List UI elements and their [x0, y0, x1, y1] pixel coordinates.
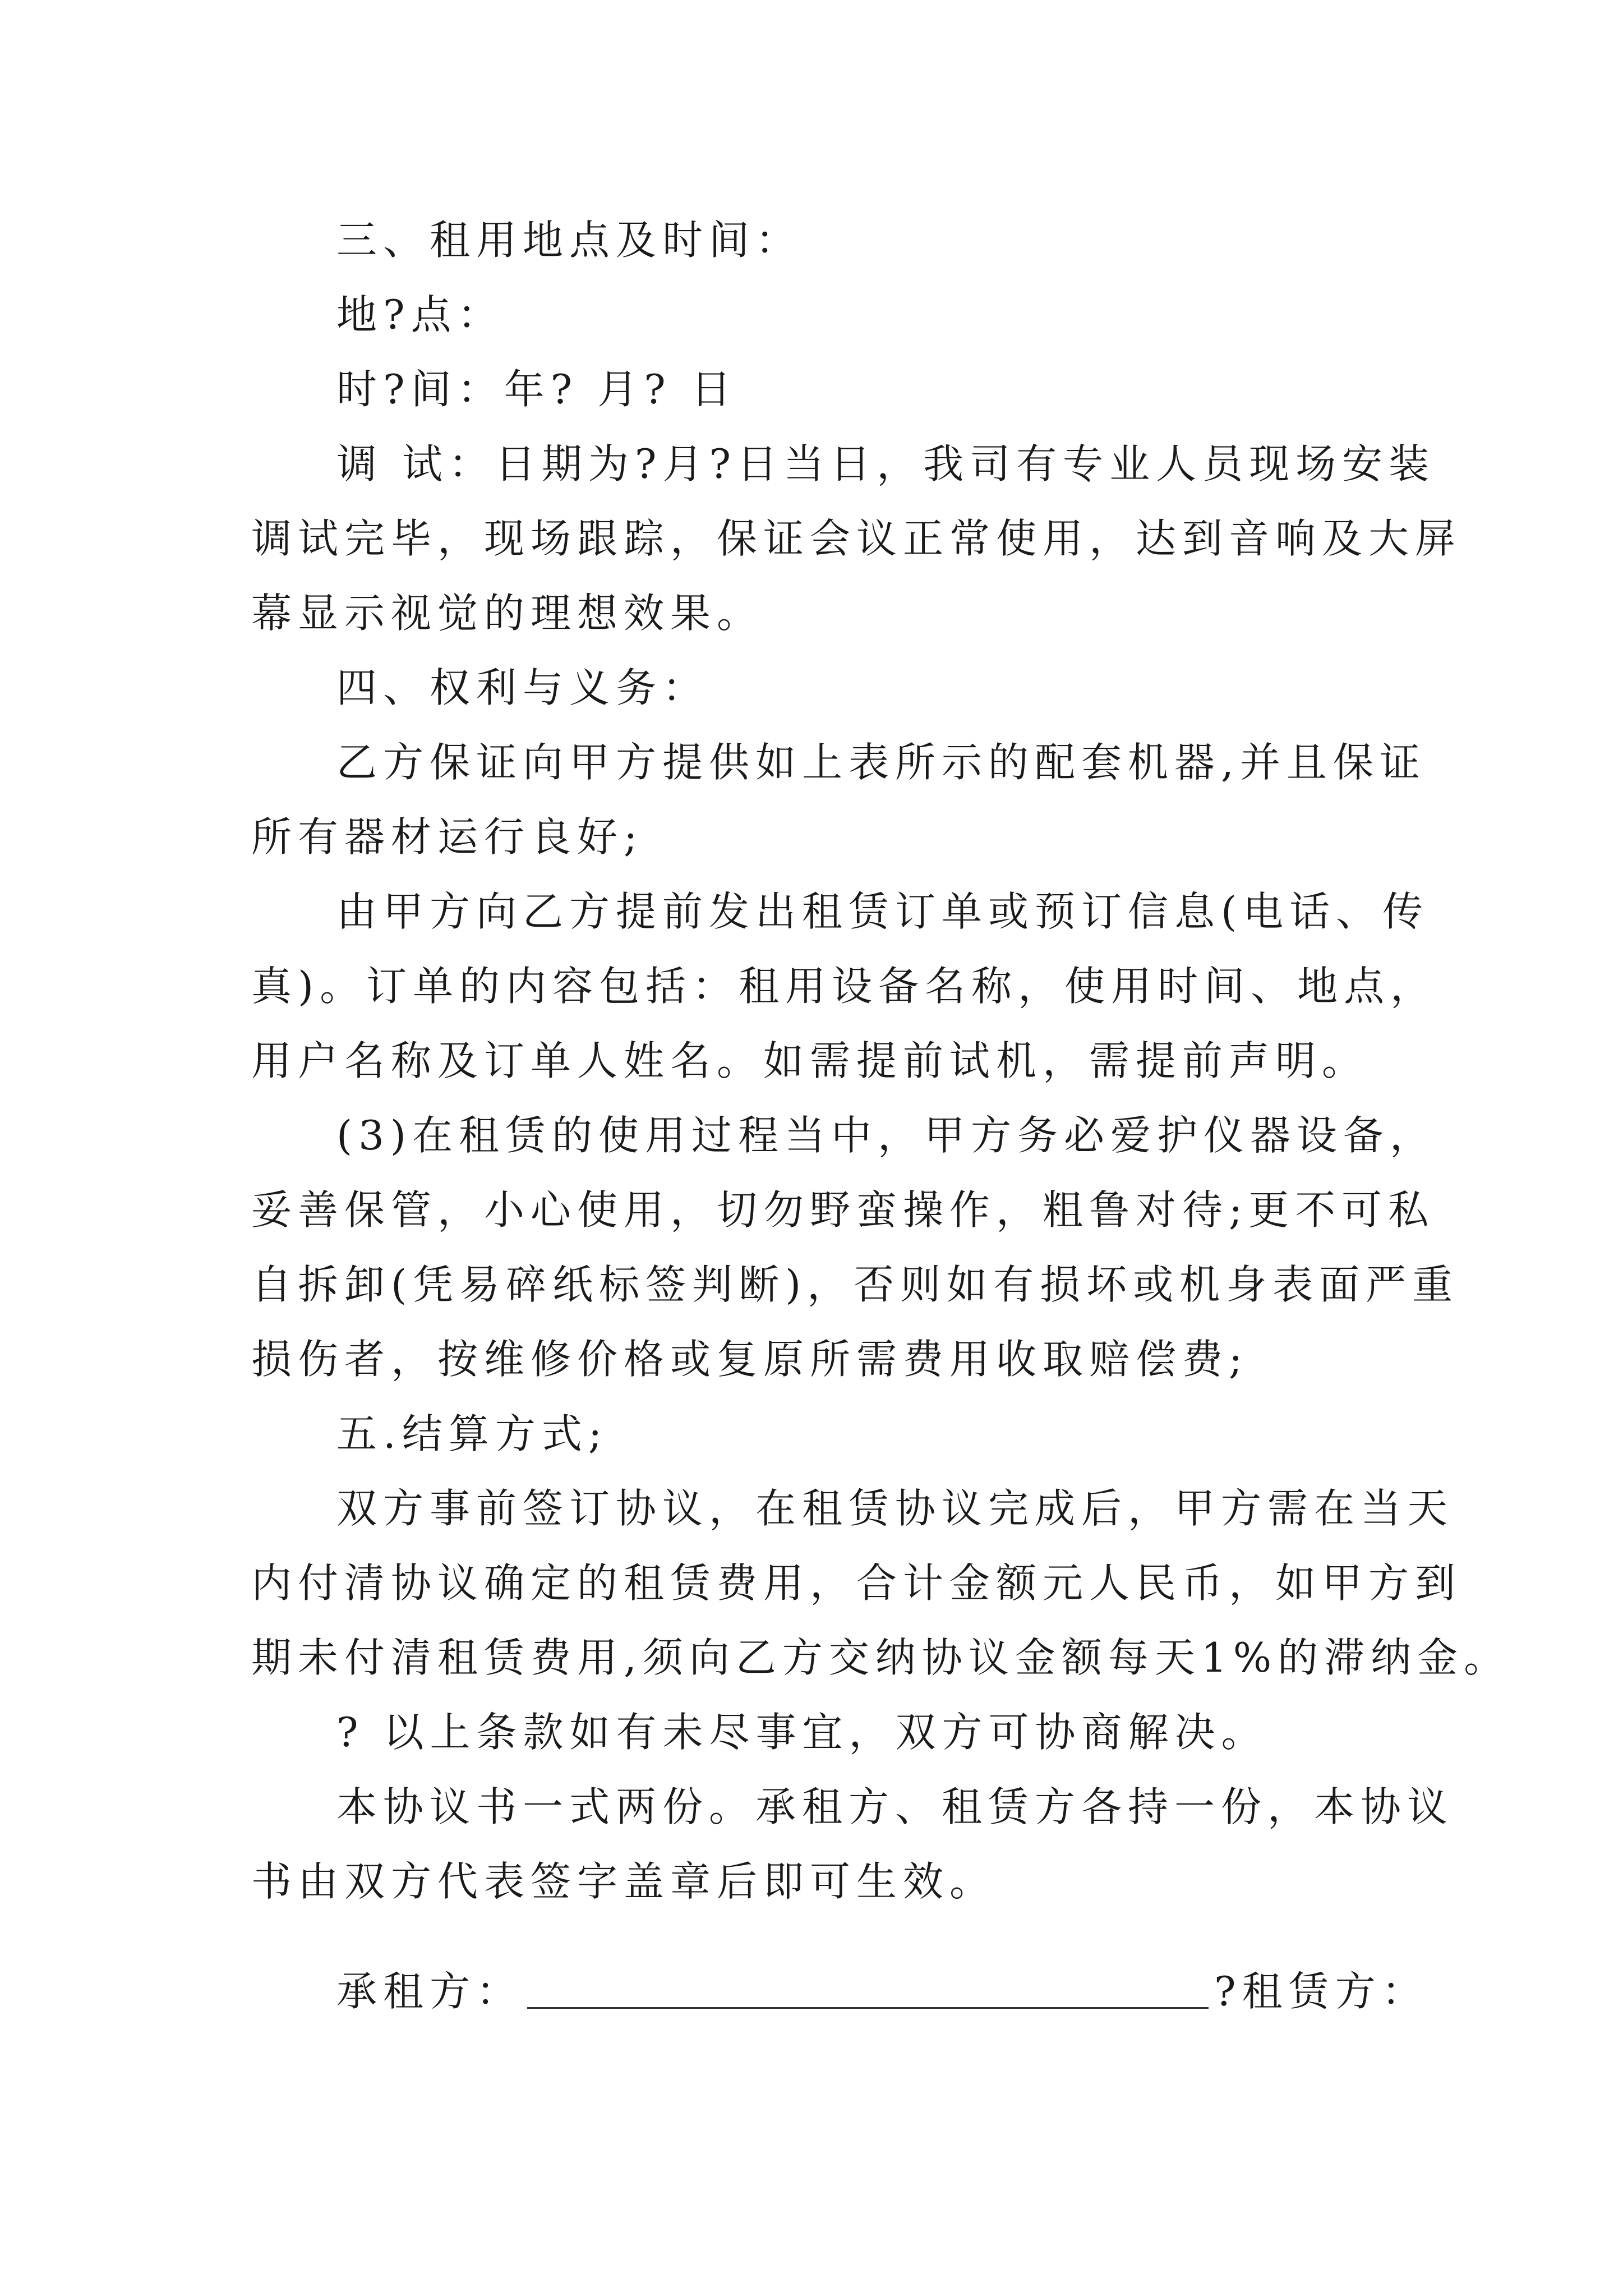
- care-paragraph-line-3: 自拆卸(凭易碎纸标签判断)，否则如有损坏或机身表面严重: [251, 1261, 1459, 1308]
- order-paragraph-line-3: 用户名称及订单人姓名。如需提前试机，需提前声明。: [251, 1037, 1369, 1084]
- lessee-label: 承租方：: [336, 1968, 523, 2015]
- section-4-heading: 四、权利与义务：: [336, 664, 709, 711]
- care-paragraph-line-1: (3)在租赁的使用过程当中，甲方务必爱护仪器设备，: [336, 1112, 1436, 1159]
- copies-paragraph-line-2: 书由双方代表签字盖章后即可生效。: [251, 1858, 997, 1905]
- lessor-label: ?租赁方：: [1214, 1968, 1428, 2015]
- signature-row: [336, 1963, 1623, 2019]
- negotiation-line: ? 以上条款如有未尽事宜，双方可协商解决。: [336, 1709, 1268, 1756]
- payment-paragraph-line-2: 内付清协议确定的租赁费用，合计金额元人民币，如甲方到: [251, 1559, 1462, 1607]
- care-paragraph-line-2: 妥善保管，小心使用，切勿野蛮操作，粗鲁对待;更不可私: [251, 1186, 1435, 1234]
- debug-paragraph-line-3: 幕显示视觉的理想效果。: [251, 590, 764, 637]
- order-paragraph-line-1: 由甲方向乙方提前发出租赁订单或预订信息(电话、传: [336, 888, 1430, 935]
- section-5-heading: 五.结算方式;: [336, 1410, 608, 1457]
- care-paragraph-line-4: 损伤者，按维修价格或复原所需费用收取赔偿费;: [251, 1336, 1249, 1383]
- section-3-heading: 三、租用地点及时间：: [336, 217, 803, 264]
- party-b-paragraph-line-1: 乙方保证向甲方提供如上表所示的配套机器,并且保证: [336, 739, 1426, 786]
- party-b-paragraph-line-2: 所有器材运行良好;: [251, 813, 644, 861]
- debug-paragraph-line-2: 调试完毕，现场跟踪，保证会议正常使用，达到音响及大屏: [251, 515, 1462, 562]
- time-line: 时?间：年? 月? 日: [336, 366, 737, 413]
- payment-paragraph-line-3: 期未付清租赁费用,须向乙方交纳协议金额每天1%的滞纳金。: [251, 1634, 1511, 1681]
- debug-paragraph-line-1: 调 试：日期为?月?日当日，我司有专业人员现场安装: [336, 440, 1436, 487]
- order-paragraph-line-2: 真)。订单的内容包括：租用设备名称，使用时间、地点，: [251, 963, 1437, 1010]
- copies-paragraph-line-1: 本协议书一式两份。承租方、租赁方各持一份，本协议: [336, 1783, 1454, 1830]
- lessee-signature-line: [527, 2007, 1209, 2009]
- location-line: 地?点：: [336, 291, 504, 338]
- payment-paragraph-line-1: 双方事前签订协议，在租赁协议完成后，甲方需在当天: [336, 1485, 1454, 1532]
